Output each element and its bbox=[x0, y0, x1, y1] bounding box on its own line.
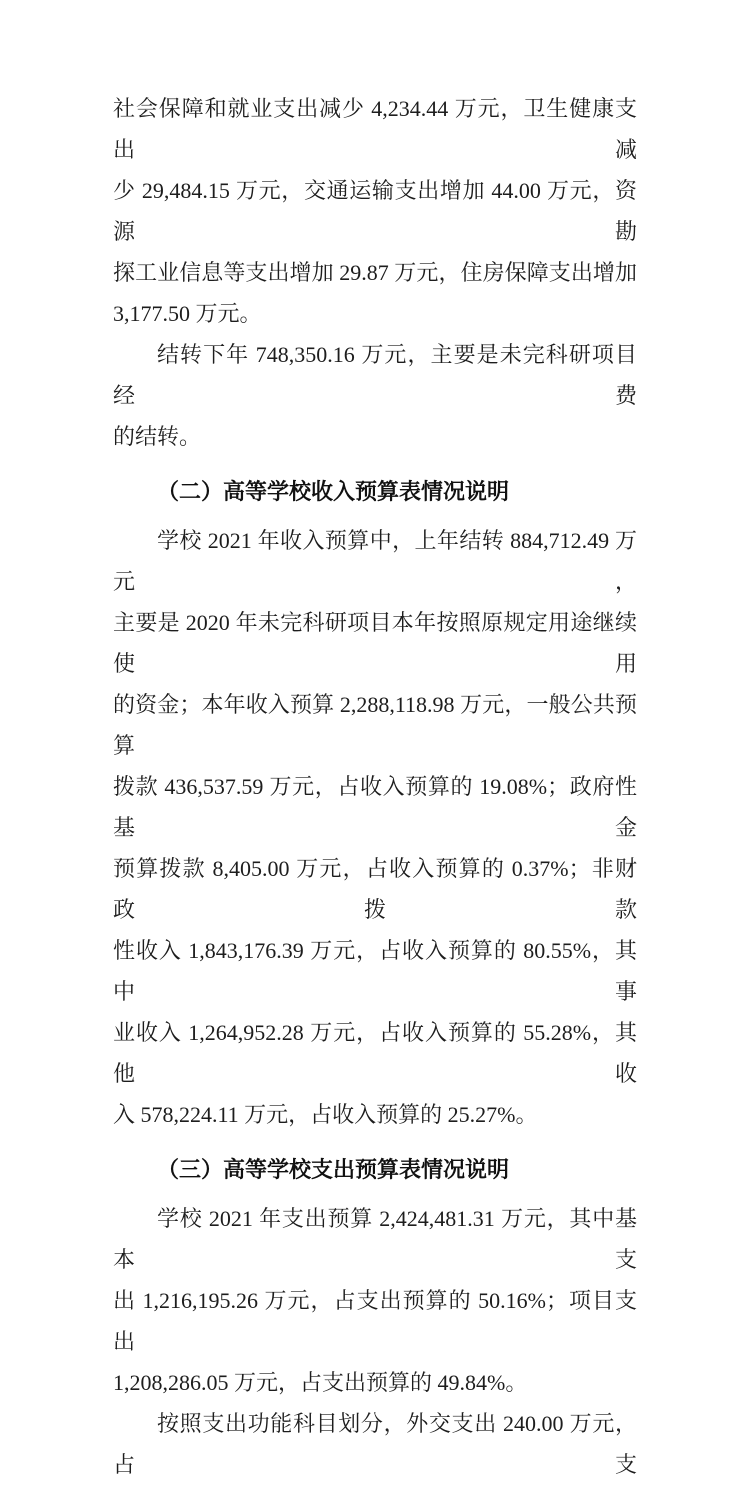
paragraph-line: 探工业信息等支出增加 29.87 万元，住房保障支出增加 bbox=[113, 260, 637, 285]
paragraph-line: 社会保障和就业支出减少 4,234.44 万元，卫生健康支出减 bbox=[113, 96, 637, 162]
document-paragraph bbox=[113, 334, 637, 457]
paragraph-line: 业收入 1,264,952.28 万元，占收入预算的 55.28%，其他收 bbox=[113, 1020, 637, 1086]
document-paragraph bbox=[113, 1403, 637, 1485]
paragraph-line: 3,177.50 万元。 bbox=[113, 301, 262, 326]
paragraph-line: 学校 2021 年支出预算 2,424,481.31 万元，其中基本支 bbox=[113, 1206, 637, 1272]
section-heading: （三）高等学校支出预算表情况说明 bbox=[157, 1157, 510, 1182]
paragraph-line: 拨款 436,537.59 万元，占收入预算的 19.08%；政府性基金 bbox=[113, 774, 637, 840]
document-paragraph bbox=[113, 1198, 637, 1403]
paragraph-line: 少 29,484.15 万元，交通运输支出增加 44.00 万元，资源勘 bbox=[113, 178, 637, 244]
document-body bbox=[113, 88, 637, 1485]
paragraph-line: 出 1,216,195.26 万元，占支出预算的 50.16%；项目支出 bbox=[113, 1288, 637, 1354]
paragraph-line: 1,208,286.05 万元，占支出预算的 49.84%。 bbox=[113, 1370, 528, 1395]
paragraph-line: 的资金；本年收入预算 2,288,118.98 万元，一般公共预算 bbox=[113, 692, 637, 758]
paragraph-line: 结转下年 748,350.16 万元，主要是未完科研项目经费 bbox=[113, 342, 637, 408]
paragraph-line: 按照支出功能科目划分，外交支出 240.00 万元，占支 bbox=[113, 1411, 637, 1477]
section-heading: （二）高等学校收入预算表情况说明 bbox=[157, 479, 510, 504]
paragraph-line: 入 578,224.11 万元，占收入预算的 25.27%。 bbox=[113, 1102, 538, 1127]
paragraph-line: 的结转。 bbox=[113, 424, 202, 449]
paragraph-line: 性收入 1,843,176.39 万元，占收入预算的 80.55%，其中事 bbox=[113, 938, 637, 1004]
document-paragraph bbox=[113, 520, 637, 1135]
document-paragraph bbox=[113, 88, 637, 334]
paragraph-line: 预算拨款 8,405.00 万元，占收入预算的 0.37%；非财政拨款 bbox=[113, 856, 637, 922]
paragraph-line: 主要是 2020 年未完科研项目本年按照原规定用途继续使用 bbox=[113, 610, 637, 676]
paragraph-line: 学校 2021 年收入预算中，上年结转 884,712.49 万元， bbox=[113, 528, 637, 594]
